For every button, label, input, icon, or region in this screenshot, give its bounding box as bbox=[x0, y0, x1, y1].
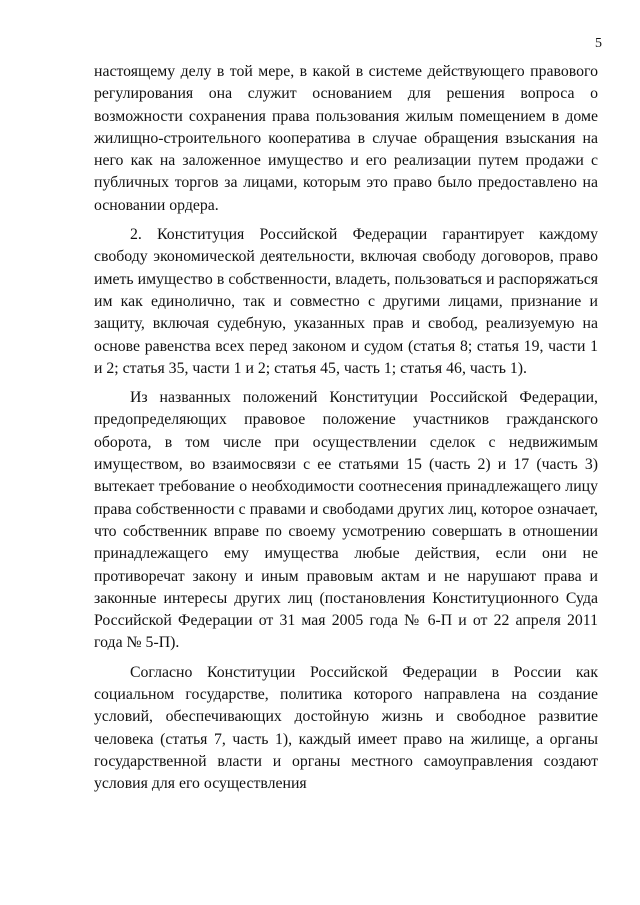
page-number: 5 bbox=[595, 36, 602, 51]
paragraph-housing-right: Согласно Конституции Российской Федерации в России как социальном государстве, политика которого направлена на создание условий, обеспечивающих достойную жизнь и свободное развитие человека (статья 7, часть 1), каждый имеет право на жилище, а органы государственной власти и органы местного самоуправления создают условия для его осуществления bbox=[94, 663, 598, 793]
paragraph-section-2: 2. Конституция Российской Федерации гарантирует каждому свободу экономической деятельности, включая свободу договоров, право иметь имущество в собственности, владеть, пользоваться и распоряжаться им как единолично, так и совместно с другими лицами, признание и защиту, включая судебную, указанных прав и свобод, реализуемую на основе равенства всех перед законом и судом (статья 8; статья 19, части 1 и 2; статья 35, части 1 и 2; статья 45, часть 1; статья 46, часть 1). bbox=[94, 226, 598, 377]
document-body bbox=[94, 61, 598, 796]
paragraph-continuation: настоящему делу в той мере, в какой в системе действующего правового регулирования она служит основанием для решения вопроса о возможности сохранения права пользования жилым помещением в доме жилищно-строительного кооператива в случае обращения взыскания на него как на заложенное имущество и его реализации путем продажи с публичных торгов за лицами, которым это право было предоставлено на основании ордера. bbox=[94, 63, 598, 214]
paragraph-constitution-provisions: Из названных положений Конституции Российской Федерации, предопределяющих правовое положение участников гражданского оборота, в том числе при осуществлении сделок с недвижимым имуществом, во взаимосвязи с ее статьями 15 (часть 2) и 17 (часть 3) вытекает требование о необходимости соотнесения принадлежащего лицу права собственности с правами и свободами других лиц, которое означает, что собственник вправе по своему усмотрению совершать в отношении принадлежащего ему имущества любые действия, если они не противоречат закону и иным правовым актам и не нарушают права и законные интересы других лиц (постановления Конституционного Суда Российской Федерации от 31 мая 2005 года № 6-П и от 22 апреля 2011 года № 5-П). bbox=[94, 389, 598, 652]
